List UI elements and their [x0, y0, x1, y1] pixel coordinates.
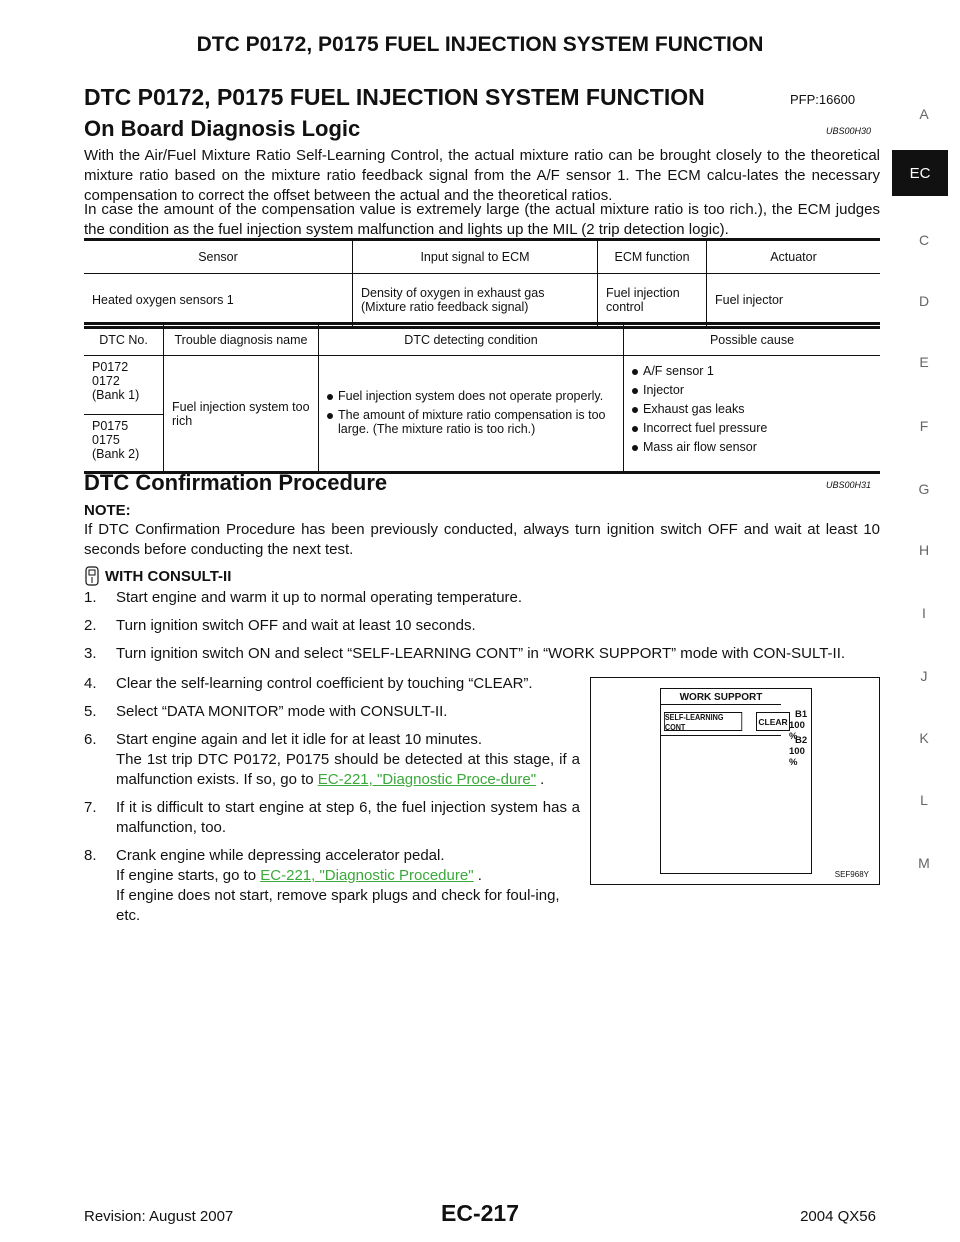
b2-label: B2	[795, 735, 808, 746]
step-number: 4.	[84, 675, 97, 692]
running-header: DTC P0172, P0175 FUEL INJECTION SYSTEM FUNCTION	[196, 33, 764, 56]
column-header: ECM function	[598, 240, 707, 274]
list-item: Incorrect fuel pressure	[632, 421, 872, 435]
index-letter-a: A	[919, 106, 929, 122]
divider	[661, 704, 781, 705]
table-cell: Heated oxygen sensors 1	[84, 274, 353, 328]
consult-tool-icon	[84, 566, 100, 586]
figure-code: SEF968Y	[834, 870, 869, 879]
detecting-condition	[319, 356, 624, 473]
step-number: 7.	[84, 799, 97, 816]
list-item	[84, 798, 580, 838]
list-item: Mass air flow sensor	[632, 440, 872, 454]
section-title: DTC P0172, P0175 FUEL INJECTION SYSTEM FUNCTION	[84, 84, 705, 110]
work-support-figure	[590, 677, 880, 885]
step-text: .	[473, 867, 482, 884]
step-text: If engine does not start, remove spark plugs and check for foul-ing, etc.	[116, 887, 560, 924]
diagnostic-procedure-link[interactable]: EC-221, "Diagnostic Procedure"	[260, 867, 474, 884]
step-text: If it is difficult to start engine at step 6, the fuel injection system has a malfunction, too.	[116, 799, 580, 836]
work-support-title: WORK SUPPORT	[679, 692, 763, 703]
table-header-row	[84, 324, 880, 356]
column-header: Trouble diagnosis name	[164, 324, 319, 356]
list-item	[84, 730, 580, 790]
list-item: A/F sensor 1	[632, 364, 872, 378]
part-number: PFP:16600	[790, 92, 856, 107]
divider	[661, 735, 781, 736]
list-item: Injector	[632, 383, 872, 397]
list-item	[84, 644, 880, 664]
step-text: Turn ignition switch OFF and wait at least 10 seconds.	[116, 617, 476, 634]
table-row	[84, 274, 880, 328]
step-text: Start engine and warm it up to normal operating temperature.	[116, 589, 523, 606]
step-text: Start engine again and let it idle for at least 10 minutes.	[116, 731, 483, 748]
list-item: Exhaust gas leaks	[632, 402, 872, 416]
diagnosis-code: UBS00H30	[826, 126, 872, 136]
index-letter-m: M	[918, 855, 930, 871]
index-letter-f: F	[919, 418, 929, 434]
vehicle-model: 2004 QX56	[800, 1208, 876, 1225]
index-tab-active: EC	[892, 150, 948, 196]
cause-list	[632, 364, 872, 454]
b1-label: B1	[795, 709, 808, 720]
step-number: 3.	[84, 645, 97, 662]
list-item	[84, 616, 880, 636]
step-number: 6.	[84, 731, 97, 748]
step-text: Select “DATA MONITOR” mode with CONSULT-II.	[116, 703, 448, 720]
table-header-row	[84, 240, 880, 274]
list-item	[84, 702, 580, 722]
index-letter-g: G	[918, 481, 930, 497]
self-learning-cont-item: SELF-LEARNING CONT	[664, 712, 742, 731]
with-consult-line	[84, 566, 231, 586]
step-text: Crank engine while depressing accelerator pedal.	[116, 847, 445, 864]
index-letter-h: H	[918, 542, 930, 558]
step-text: If engine starts, go to	[116, 867, 257, 884]
table-cell: Density of oxygen in exhaust gas (Mixture ratio feedback signal)	[353, 274, 598, 328]
column-header: DTC detecting condition	[319, 324, 624, 356]
procedure-steps-top	[84, 588, 880, 672]
list-item: Fuel injection system does not operate properly.	[327, 389, 615, 403]
column-header: Actuator	[707, 240, 881, 274]
index-letter-c: C	[918, 232, 930, 248]
clear-button: CLEAR	[756, 712, 790, 731]
diagnosis-paragraph-2: In case the amount of the compensation value is extremely large (the actual mixture ratio is too rich.), the ECM judges the condition as the fuel injection system malfunction and lights up the MIL (2 trip detection logic).	[84, 201, 880, 238]
table-cell: Fuel injector	[707, 274, 881, 328]
dtc-table	[84, 322, 880, 474]
column-header: Input signal to ECM	[353, 240, 598, 274]
table-row	[84, 356, 880, 415]
b2-value: 100 %	[789, 746, 805, 768]
possible-cause	[624, 356, 881, 473]
list-item: The amount of mixture ratio compensation is too large. (The mixture ratio is too rich.)	[327, 408, 615, 436]
trouble-diagnosis-name: Fuel injection system too rich	[164, 356, 319, 473]
sensor-table	[84, 238, 880, 329]
diagnosis-paragraph-1: With the Air/Fuel Mixture Ratio Self-Learning Control, the actual mixture ratio can be brought closely to the theoretical mixture ratio based on the mixture ratio feedback signal from the A/F sensor 1. The ECM calcu-lates the necessary compensation to correct the offset between the actual and the theoretical ratios.	[84, 147, 880, 204]
step-number: 1.	[84, 589, 97, 606]
step-text: Turn ignition switch ON and select “SELF-LEARNING CONT” in “WORK SUPPORT” mode with CON-SULT-II.	[116, 645, 846, 662]
column-header: Sensor	[84, 240, 353, 274]
column-header: DTC No.	[84, 324, 164, 356]
column-header: Possible cause	[624, 324, 881, 356]
table-cell: Fuel injection control	[598, 274, 707, 328]
dtc-number: P0175 0175 (Bank 2)	[84, 415, 164, 473]
step-text: The 1st trip DTC P0172, P0175 should be detected at this stage, if a malfunction exists. If so, go to	[116, 751, 580, 788]
index-letter-i: I	[922, 605, 926, 621]
note-label: NOTE:	[84, 502, 131, 519]
step-number: 5.	[84, 703, 97, 720]
diagnostic-procedure-link[interactable]: EC-221, "Diagnostic Proce-dure"	[317, 771, 537, 788]
dtc-number: P0172 0172 (Bank 1)	[92, 360, 140, 402]
index-letter-d: D	[918, 293, 930, 309]
confirmation-heading: DTC Confirmation Procedure	[84, 470, 388, 495]
step-number: 8.	[84, 847, 97, 864]
note-text: If DTC Confirmation Procedure has been previously conducted, always turn ignition switch OFF and wait at least 10 seconds before conducting the next test.	[84, 521, 880, 558]
condition-list	[327, 389, 615, 436]
index-letter-j: J	[920, 668, 928, 684]
index-letter-e: E	[919, 354, 929, 370]
list-item	[84, 588, 880, 608]
confirmation-code: UBS00H31	[826, 480, 872, 490]
procedure-steps-bottom	[84, 674, 580, 934]
step-text: .	[536, 771, 545, 788]
step-number: 2.	[84, 617, 97, 634]
index-letter-l: L	[920, 792, 928, 808]
diagnosis-heading: On Board Diagnosis Logic	[84, 116, 361, 141]
index-letter-k: K	[919, 730, 929, 746]
step-text: Clear the self-learning control coefficient by touching “CLEAR”.	[116, 675, 533, 692]
page-number: EC-217	[441, 1200, 519, 1226]
with-consult-label: WITH CONSULT-II	[105, 567, 232, 585]
consult-screen	[660, 688, 812, 874]
revision-date: Revision: August 2007	[84, 1208, 234, 1225]
list-item	[84, 674, 580, 694]
b1-value: 100 %	[789, 720, 805, 742]
list-item	[84, 846, 580, 926]
